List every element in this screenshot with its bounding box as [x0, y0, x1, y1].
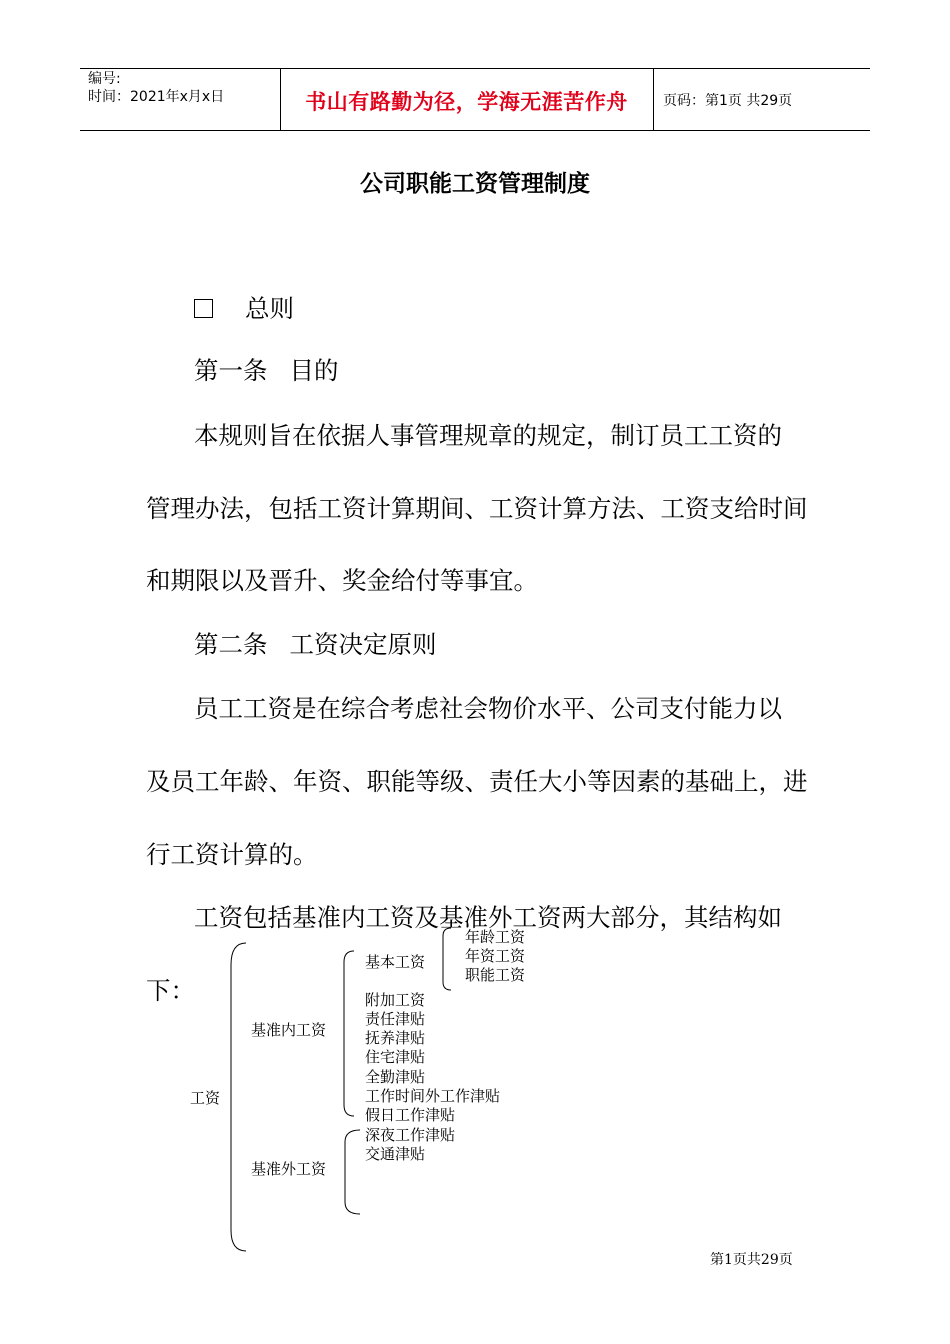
- article-1-name: 目的: [289, 356, 339, 385]
- article-2-line-4: 工资包括基准内工资及基准外工资两大部分，其结构如: [194, 903, 782, 932]
- tree-root-label: 工资: [190, 1089, 221, 1107]
- article-2-line-1: 员工工资是在综合考虑社会物价水平、公司支付能力以: [194, 694, 782, 723]
- tree-inner-item: 抚养津贴: [365, 1029, 426, 1047]
- tree-inner-item: 假日工作津贴: [365, 1106, 456, 1124]
- article-1-line-1: 本规则旨在依据人事管理规章的规定，制订员工工资的: [194, 421, 782, 450]
- document-title: 公司职能工资管理制度: [360, 171, 590, 197]
- tree-inner-label: 基准内工资: [251, 1021, 327, 1039]
- header-motto-cell: [280, 69, 654, 130]
- article-1-line-3: 和期限以及晋升、奖金给付等事宜。: [146, 566, 538, 595]
- header-page-cell: [653, 69, 870, 130]
- article-1-heading: [194, 352, 339, 387]
- tree-basic-item: 年龄工资: [465, 928, 526, 946]
- tree-inner-item: 全勤津贴: [365, 1068, 426, 1086]
- article-2-number: 第二条: [194, 630, 268, 659]
- tree-outer-label: 基准外工资: [251, 1160, 327, 1178]
- article-2-line-5: 下：: [146, 976, 195, 1005]
- article-2-line-2: 及员工年龄、年资、职能等级、责任大小等因素的基础上，进: [146, 767, 808, 796]
- tree-inner-item: 附加工资: [365, 991, 426, 1009]
- article-1-number: 第一条: [194, 356, 268, 385]
- header-meta-cell: [80, 69, 281, 130]
- outer-brace: [345, 1130, 360, 1214]
- section-general-label: 总则: [245, 294, 294, 323]
- tree-inner-item: 工作时间外工作津贴: [365, 1087, 501, 1105]
- header-motto: 书山有路勤为径，学海无涯苦作舟: [305, 90, 628, 114]
- article-2-line-3: 行工资计算的。: [146, 840, 318, 869]
- tree-inner-item: 责任津贴: [365, 1010, 426, 1028]
- tree-basic-item: 年资工资: [465, 947, 526, 965]
- checkbox-square-icon: [194, 299, 213, 318]
- tree-inner-item: 住宅津贴: [365, 1048, 426, 1066]
- tree-basic-item: 职能工资: [465, 966, 526, 984]
- serial-label: 编号:: [88, 71, 121, 87]
- article-1-line-2: 管理办法，包括工资计算期间、工资计算方法、工资支给时间: [146, 494, 808, 523]
- page-footer: 第1页共29页: [710, 1252, 793, 1268]
- time-label: 时间：2021年x月x日: [88, 89, 225, 105]
- article-2-heading: [194, 626, 437, 661]
- article-2-name: 工资决定原则: [289, 630, 437, 659]
- page-header: [80, 68, 870, 131]
- tree-outer-item: 交通津贴: [365, 1145, 426, 1163]
- tree-basic-label: 基本工资: [365, 953, 426, 971]
- section-heading-general: [194, 290, 294, 325]
- header-page-info: 页码：第1页 共29页: [663, 93, 793, 109]
- tree-outer-item: 深夜工作津贴: [365, 1126, 456, 1144]
